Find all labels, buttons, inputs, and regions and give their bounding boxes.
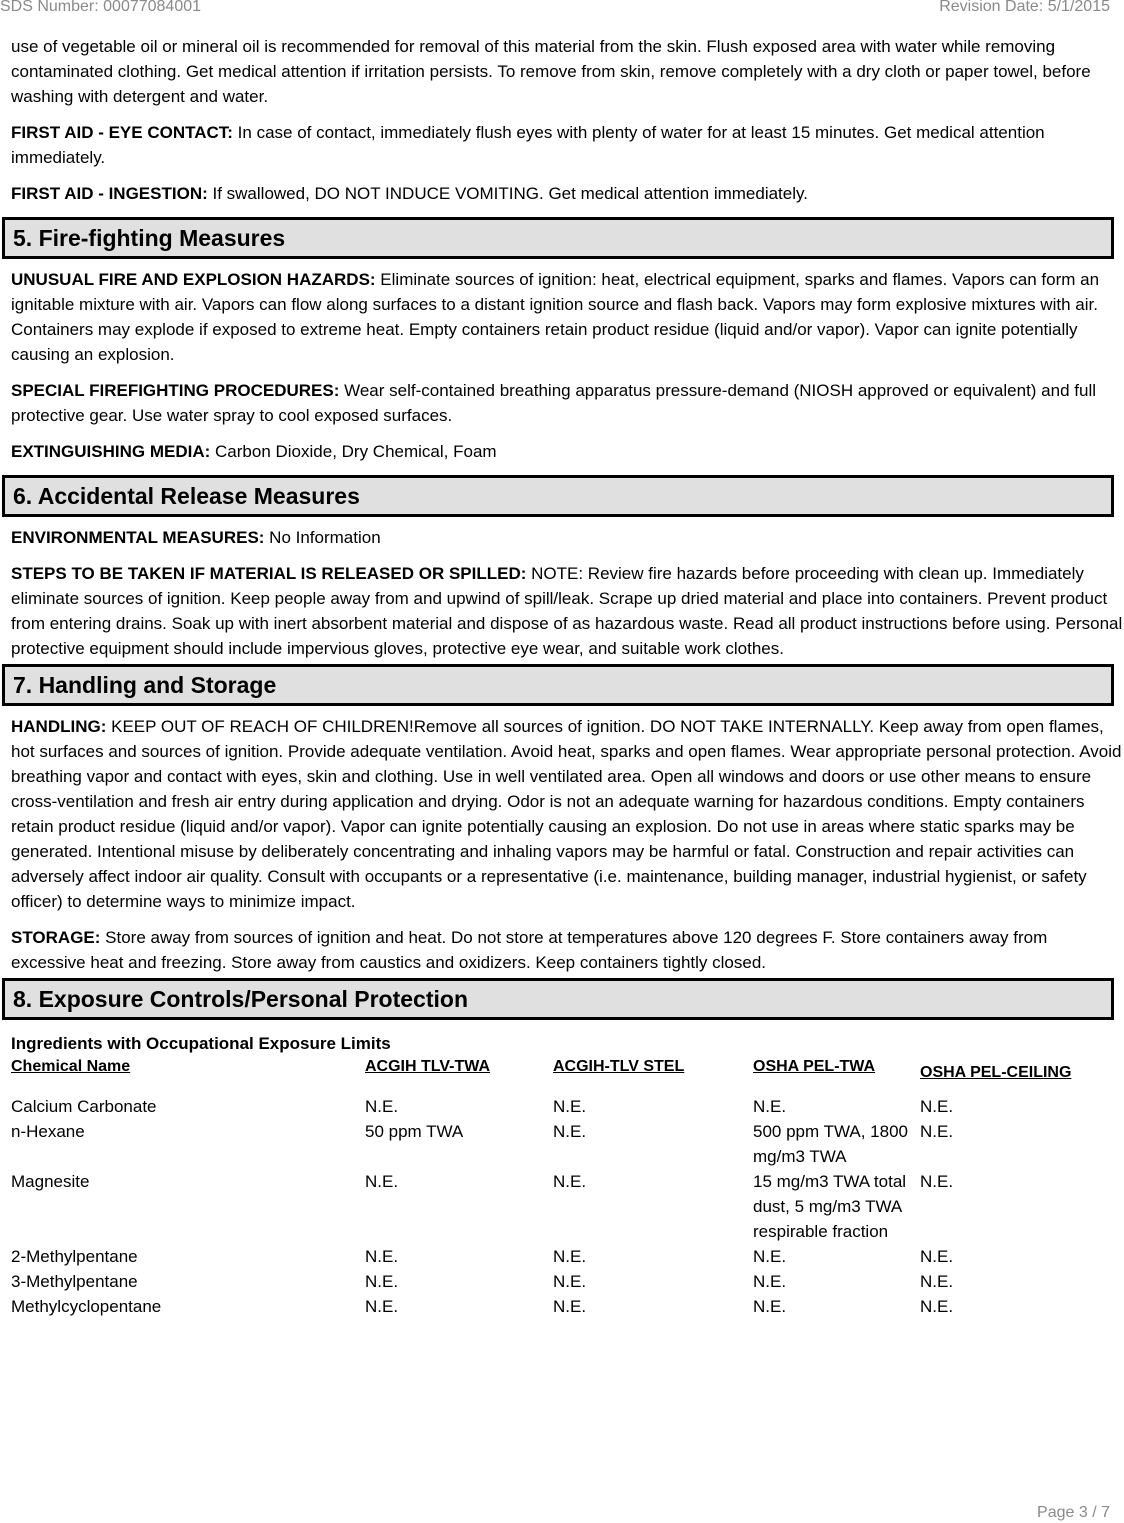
cell: N.E. <box>920 1097 954 1116</box>
table-row <box>11 1244 1111 1269</box>
col-osha-pel-twa: OSHA PEL-TWA <box>753 1058 876 1075</box>
section-7-title: 7. Handling and Storage <box>2 664 1114 706</box>
cell: N.E. <box>753 1272 787 1291</box>
cell: Calcium Carbonate <box>11 1097 157 1116</box>
fire-hazards <box>11 267 1123 367</box>
storage <box>11 925 1123 975</box>
environmental-measures <box>11 525 1123 550</box>
cell: 3-Methylpentane <box>11 1272 138 1291</box>
col-osha-pel-ceiling: OSHA PEL-CEILING <box>920 1064 1072 1081</box>
cell: N.E. <box>920 1172 954 1191</box>
cell: N.E. <box>365 1272 399 1291</box>
cell: N.E. <box>920 1122 954 1141</box>
document-body <box>11 34 1123 1319</box>
col-chemical-name: Chemical Name <box>11 1058 131 1075</box>
cell: N.E. <box>365 1172 399 1191</box>
cell: 500 ppm TWA, 1800 mg/m3 TWA <box>753 1122 908 1166</box>
cell: N.E. <box>920 1297 954 1316</box>
exposure-limits-subtitle: Ingredients with Occupational Exposure Limits <box>11 1034 391 1053</box>
extinguishing-media <box>11 439 1123 464</box>
cell: N.E. <box>753 1297 787 1316</box>
handling-text: KEEP OUT OF REACH OF CHILDREN!Remove all sources of ignition. DO NOT TAKE INTERNALLY. Keep away from open flames, hot surfaces and sources of ignition. Provide adequate ventilation. Avoid heat, sparks and open flames. Wear appropriate personal protection. Avoid breathing vapor and contact with eyes, skin and clothing. Use in well ventilated area. Open all windows and doors or use other means to ensure cross-ventilation and fresh air entry during application and drying. Odor is not an adequate warning for hazardous conditions. Empty containers retain product residue (liquid and/or vapor). Vapor can ignite potentially causing an explosion. Do not use in areas where static sparks may be generated. Intentional misuse by deliberately concentrating and inhaling vapors may be harmful or fatal. Construction and repair activities can adversely affect indoor air quality. Consult with occupants or a representative (i.e. maintenance, building manager, industrial hygienist, or safety officer) to determine ways to minimize impact. <box>11 717 1122 911</box>
table-row <box>11 1119 1111 1169</box>
table-row <box>11 1269 1111 1294</box>
fire-hazards-text: Eliminate sources of ignition: heat, electrical equipment, sparks and flames. Vapors can form an ignitable mixture with air. Vapors can flow along surfaces to a distant ignition source and flash back. Vapors may form explosive mixtures with air. Containers may explode if exposed to extreme heat. Empty containers retain product residue (liquid and/or vapor). Vapor can ignite potentially causing an explosion. <box>11 270 1100 364</box>
spill-steps <box>11 561 1123 661</box>
cell: 15 mg/m3 TWA total dust, 5 mg/m3 TWA respirable fraction <box>753 1172 907 1241</box>
fire-hazards-label: UNUSUAL FIRE AND EXPLOSION HAZARDS: <box>11 270 376 289</box>
storage-text: Store away from sources of ignition and heat. Do not store at temperatures above 120 degrees F. Store containers away from excessive heat and freezing. Store away from caustics and oxidizers. Keep containers tightly closed. <box>11 928 1048 972</box>
cell: N.E. <box>553 1247 587 1266</box>
spill-steps-text: NOTE: Review fire hazards before proceeding with clean up. Immediately eliminate sources of ignition. Keep people away from and upwind of spill/leak. Scrape up dried material and place into containers. Prevent product from entering drains. Soak up with inert absorbent material and dispose of as hazardous waste. Read all product instructions before using. Personal protective equipment should include impervious gloves, protective eye wear, and suitable work clothes. <box>11 564 1123 658</box>
environmental-measures-text: No Information <box>264 528 381 547</box>
cell: N.E. <box>553 1272 587 1291</box>
cell: N.E. <box>753 1247 787 1266</box>
environmental-measures-label: ENVIRONMENTAL MEASURES: <box>11 528 265 547</box>
cell: N.E. <box>553 1297 587 1316</box>
table-row <box>11 1169 1111 1244</box>
cell: Magnesite <box>11 1172 90 1191</box>
exposure-limits-table <box>11 1056 1111 1319</box>
extinguishing-media-label: EXTINGUISHING MEDIA: <box>11 442 211 461</box>
handling <box>11 714 1123 914</box>
first-aid-eye-text: In case of contact, immediately flush eyes with plenty of water for at least 15 minutes. Get medical attention immediately. <box>11 123 1045 167</box>
handling-label: HANDLING: <box>11 717 107 736</box>
cell: N.E. <box>753 1097 787 1116</box>
col-acgih-tlv-stel: ACGIH-TLV STEL <box>553 1058 685 1075</box>
cell: N.E. <box>553 1097 587 1116</box>
firefighting-procedures-text: Wear self-contained breathing apparatus pressure-demand (NIOSH approved or equivalent) and full protective gear. Use water spray to cool exposed surfaces. <box>11 381 1096 425</box>
col-acgih-tlv-twa: ACGIH TLV-TWA <box>365 1058 491 1075</box>
spill-steps-label: STEPS TO BE TAKEN IF MATERIAL IS RELEASED OR SPILLED: <box>11 564 527 583</box>
skin-contact-text: use of vegetable oil or mineral oil is recommended for removal of this material from the skin. Flush exposed area with water while removing contaminated clothing. Get medical attention if irritation persists. To remove from skin, remove completely with a dry cloth or paper towel, before washing with detergent and water. <box>11 37 1091 106</box>
cell: N.E. <box>365 1247 399 1266</box>
table-row <box>11 1294 1111 1319</box>
section-6-title: 6. Accidental Release Measures <box>2 475 1114 517</box>
section-5-title: 5. Fire-fighting Measures <box>2 217 1114 259</box>
cell: n-Hexane <box>11 1122 85 1141</box>
first-aid-ingestion <box>11 181 1123 206</box>
cell: N.E. <box>553 1172 587 1191</box>
cell: N.E. <box>365 1297 399 1316</box>
cell: N.E. <box>920 1272 954 1291</box>
first-aid-ingestion-text: If swallowed, DO NOT INDUCE VOMITING. Get medical attention immediately. <box>207 184 808 203</box>
first-aid-eye <box>11 120 1123 170</box>
first-aid-eye-label: FIRST AID - EYE CONTACT: <box>11 123 233 142</box>
cell: N.E. <box>920 1247 954 1266</box>
table-row <box>11 1094 1111 1119</box>
page-number: Page 3 / 7 <box>1037 1504 1110 1521</box>
sds-number: SDS Number: 00077084001 <box>0 0 202 15</box>
storage-label: STORAGE: <box>11 928 101 947</box>
cell: Methylcyclopentane <box>11 1297 162 1316</box>
revision-date: Revision Date: 5/1/2015 <box>939 0 1110 15</box>
firefighting-procedures <box>11 378 1123 428</box>
cell: 50 ppm TWA <box>365 1122 464 1141</box>
table-header-row <box>11 1056 1111 1084</box>
cell: N.E. <box>553 1122 587 1141</box>
cell: 2-Methylpentane <box>11 1247 138 1266</box>
cell: N.E. <box>365 1097 399 1116</box>
section-8-title: 8. Exposure Controls/Personal Protection <box>2 978 1114 1020</box>
extinguishing-media-text: Carbon Dioxide, Dry Chemical, Foam <box>210 442 497 461</box>
firefighting-procedures-label: SPECIAL FIREFIGHTING PROCEDURES: <box>11 381 340 400</box>
first-aid-ingestion-label: FIRST AID - INGESTION: <box>11 184 208 203</box>
